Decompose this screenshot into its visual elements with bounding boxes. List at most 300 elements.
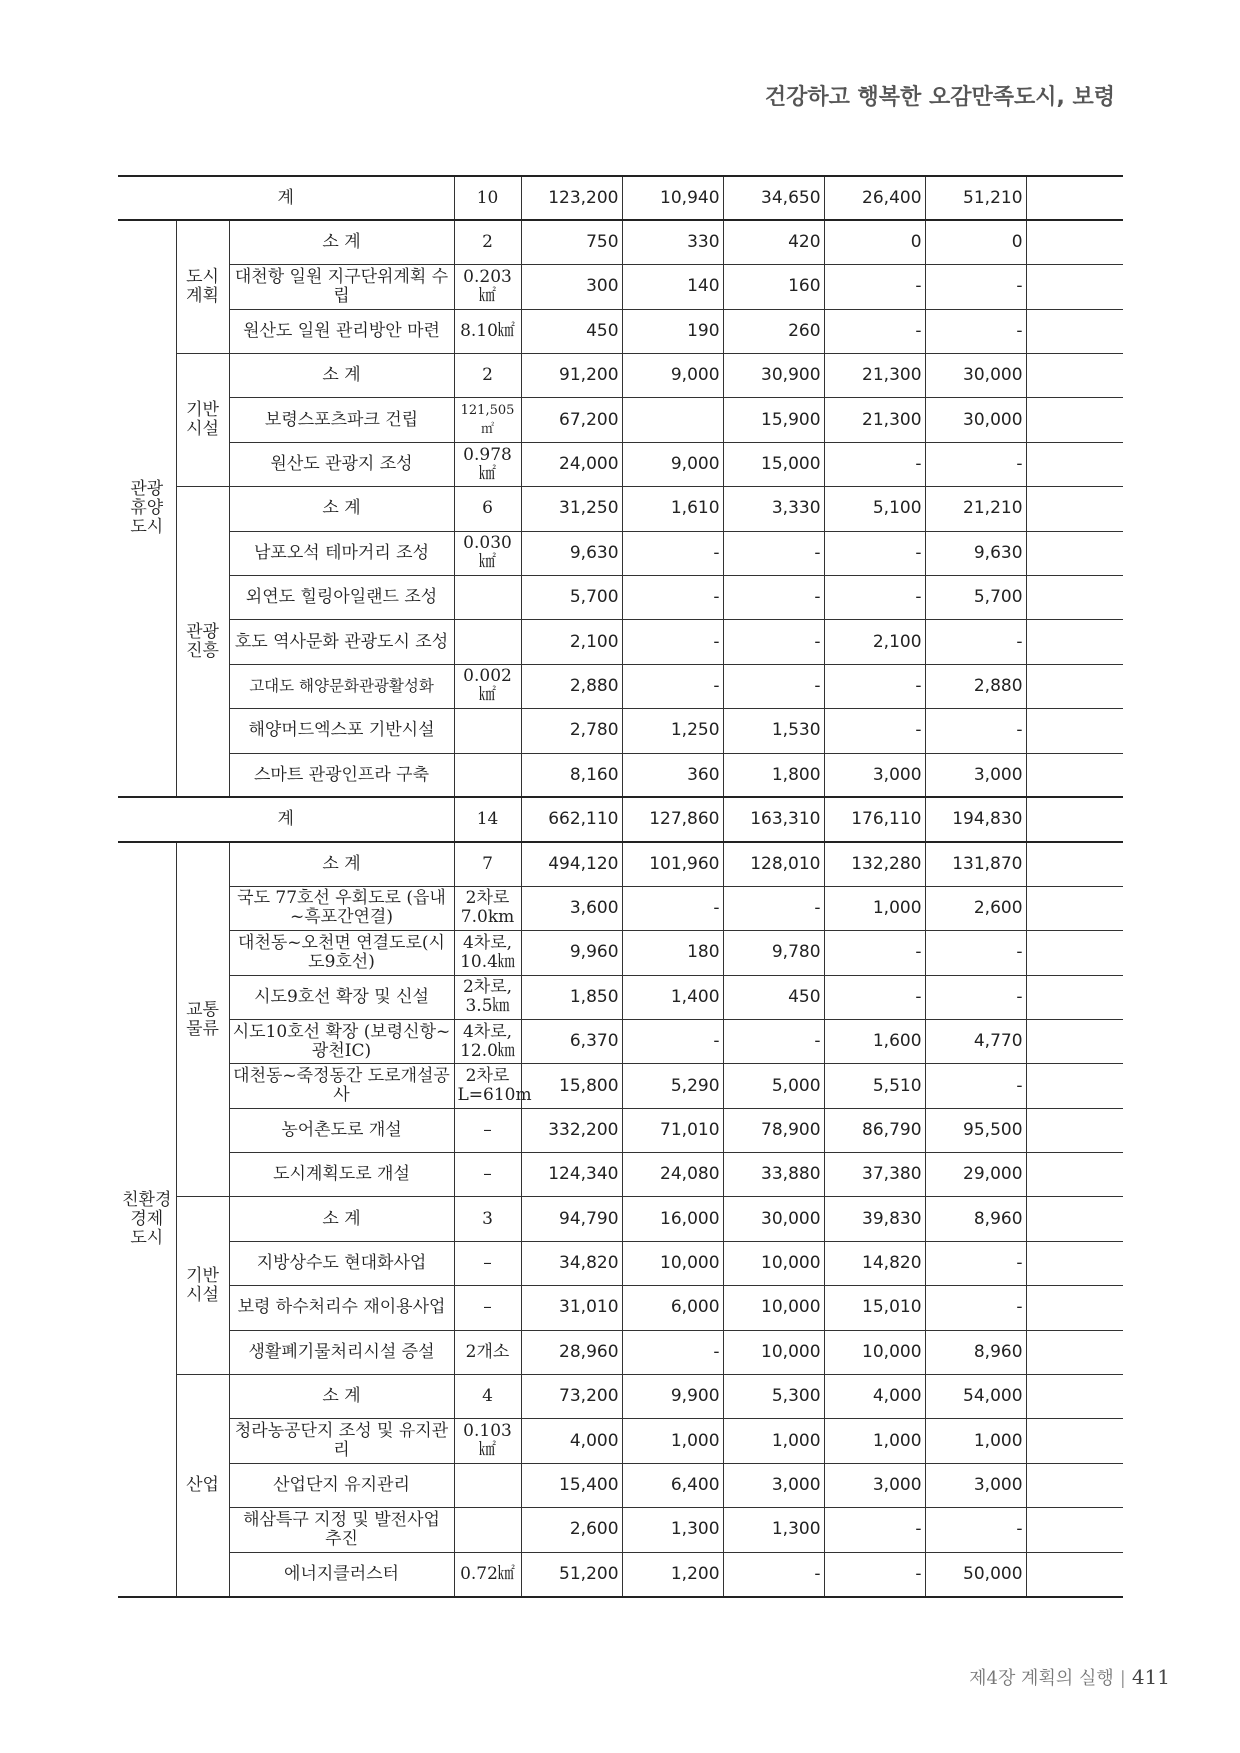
project-name: 시도10호선 확장 (보령신항~광천IC) xyxy=(229,1019,454,1063)
value-cell: 9,000 xyxy=(622,354,723,398)
empty-cell xyxy=(1026,753,1123,797)
value-cell: - xyxy=(723,1552,824,1596)
value-cell: 29,000 xyxy=(925,1153,1026,1197)
value-cell: 5,000 xyxy=(723,1064,824,1108)
value-cell: 1,000 xyxy=(723,1419,824,1463)
empty-cell xyxy=(1026,1330,1123,1374)
empty-cell xyxy=(1026,398,1123,442)
value-cell: - xyxy=(824,309,925,353)
value-cell: 3,000 xyxy=(925,1463,1026,1507)
value-cell: 9,960 xyxy=(521,931,622,975)
table-row xyxy=(118,1197,1123,1241)
value-cell: 24,080 xyxy=(622,1153,723,1197)
value-cell: 8,160 xyxy=(521,753,622,797)
value-cell: 9,630 xyxy=(521,531,622,575)
value-cell: - xyxy=(824,975,925,1019)
scale-cell: 14 xyxy=(454,797,521,841)
value-cell: 4,000 xyxy=(521,1419,622,1463)
table-row xyxy=(118,886,1123,930)
table-row xyxy=(118,1153,1123,1197)
project-name: 에너지클러스터 xyxy=(229,1552,454,1596)
value-cell: 10,000 xyxy=(723,1241,824,1285)
scale-cell: 2 xyxy=(454,354,521,398)
value-cell: 54,000 xyxy=(925,1375,1026,1419)
project-name: 소 계 xyxy=(229,220,454,264)
value-cell: 28,960 xyxy=(521,1330,622,1374)
project-name: 시도9호선 확장 및 신설 xyxy=(229,975,454,1019)
value-cell: - xyxy=(824,931,925,975)
category-cell: 관광 휴양 도시 xyxy=(118,220,176,797)
project-name: 농어촌도로 개설 xyxy=(229,1108,454,1152)
project-name: 소 계 xyxy=(229,354,454,398)
empty-cell xyxy=(1026,1286,1123,1330)
value-cell: - xyxy=(723,664,824,708)
value-cell: - xyxy=(824,576,925,620)
value-cell: 5,700 xyxy=(925,576,1026,620)
value-cell: 194,830 xyxy=(925,797,1026,841)
empty-cell xyxy=(1026,1552,1123,1596)
value-cell: 34,650 xyxy=(723,176,824,220)
table-row xyxy=(118,576,1123,620)
value-cell: - xyxy=(824,664,925,708)
value-cell: 163,310 xyxy=(723,797,824,841)
value-cell: - xyxy=(723,531,824,575)
value-cell: - xyxy=(925,975,1026,1019)
project-name: 소 계 xyxy=(229,1375,454,1419)
value-cell: 30,000 xyxy=(723,1197,824,1241)
empty-cell xyxy=(1026,442,1123,486)
value-cell: 9,630 xyxy=(925,531,1026,575)
project-name: 보령 하수처리수 재이용사업 xyxy=(229,1286,454,1330)
value-cell: - xyxy=(925,931,1026,975)
scale-cell: 4 xyxy=(454,1375,521,1419)
table-row xyxy=(118,1108,1123,1152)
value-cell: 3,000 xyxy=(824,1463,925,1507)
table-row xyxy=(118,797,1123,841)
value-cell: 31,250 xyxy=(521,487,622,531)
scale-cell: 2 xyxy=(454,220,521,264)
value-cell: 420 xyxy=(723,220,824,264)
table-row xyxy=(118,1330,1123,1374)
value-cell: - xyxy=(723,620,824,664)
category-cell: 친환경 경제 도시 xyxy=(118,842,176,1597)
table-row xyxy=(118,1241,1123,1285)
project-name: 원산도 관광지 조성 xyxy=(229,442,454,486)
page-number: 411 xyxy=(1131,1665,1170,1689)
project-name: 보령스포츠파크 건립 xyxy=(229,398,454,442)
value-cell: 30,000 xyxy=(925,398,1026,442)
value-cell: - xyxy=(925,620,1026,664)
value-cell: 34,820 xyxy=(521,1241,622,1285)
value-cell: 30,900 xyxy=(723,354,824,398)
empty-cell xyxy=(1026,487,1123,531)
value-cell: 2,880 xyxy=(521,664,622,708)
scale-cell xyxy=(454,576,521,620)
table-row xyxy=(118,309,1123,353)
value-cell: 1,610 xyxy=(622,487,723,531)
value-cell: - xyxy=(925,309,1026,353)
value-cell: 8,960 xyxy=(925,1197,1026,1241)
empty-cell xyxy=(1026,354,1123,398)
empty-cell xyxy=(1026,1241,1123,1285)
project-name: 국도 77호선 우회도로 (읍내~흑포간연결) xyxy=(229,886,454,930)
empty-cell xyxy=(1026,265,1123,309)
scale-cell: 2차로 L=610m xyxy=(454,1064,521,1108)
scale-cell: 6 xyxy=(454,487,521,531)
value-cell: 9,000 xyxy=(622,442,723,486)
empty-cell xyxy=(1026,1463,1123,1507)
value-cell: - xyxy=(622,531,723,575)
table-row xyxy=(118,265,1123,309)
project-name: 외연도 힐링아일랜드 조성 xyxy=(229,576,454,620)
group-cell: 교통 물류 xyxy=(176,842,229,1197)
scale-cell xyxy=(454,620,521,664)
value-cell: - xyxy=(925,709,1026,753)
value-cell: - xyxy=(622,664,723,708)
group-cell: 관광 진흥 xyxy=(176,487,229,798)
scale-cell: 7 xyxy=(454,842,521,886)
scale-cell: – xyxy=(454,1241,521,1285)
value-cell: 124,340 xyxy=(521,1153,622,1197)
table-row xyxy=(118,1286,1123,1330)
empty-cell xyxy=(1026,886,1123,930)
value-cell: 2,100 xyxy=(521,620,622,664)
value-cell: 9,900 xyxy=(622,1375,723,1419)
project-name: 대천동~죽정동간 도로개설공사 xyxy=(229,1064,454,1108)
value-cell: 132,280 xyxy=(824,842,925,886)
value-cell: 300 xyxy=(521,265,622,309)
value-cell: 86,790 xyxy=(824,1108,925,1152)
value-cell: 160 xyxy=(723,265,824,309)
value-cell: 750 xyxy=(521,220,622,264)
scale-cell: 4차로, 12.0㎞ xyxy=(454,1019,521,1063)
scale-cell: 10 xyxy=(454,176,521,220)
value-cell: - xyxy=(824,265,925,309)
scale-cell: – xyxy=(454,1286,521,1330)
value-cell: 1,250 xyxy=(622,709,723,753)
value-cell: 101,960 xyxy=(622,842,723,886)
value-cell: 1,600 xyxy=(824,1019,925,1063)
value-cell: 51,210 xyxy=(925,176,1026,220)
table-row xyxy=(118,531,1123,575)
table-row xyxy=(118,1419,1123,1463)
value-cell: - xyxy=(622,886,723,930)
scale-cell: 0.72㎢ xyxy=(454,1552,521,1596)
scale-cell: 0.203㎢ xyxy=(454,265,521,309)
table-row xyxy=(118,176,1123,220)
value-cell: - xyxy=(925,442,1026,486)
value-cell: - xyxy=(723,886,824,930)
value-cell: 15,800 xyxy=(521,1064,622,1108)
table-row xyxy=(118,709,1123,753)
value-cell: 15,000 xyxy=(723,442,824,486)
empty-cell xyxy=(1026,620,1123,664)
scale-cell: 0.002㎢ xyxy=(454,664,521,708)
scale-cell: 0.030㎢ xyxy=(454,531,521,575)
value-cell: 2,600 xyxy=(521,1508,622,1552)
value-cell: 15,900 xyxy=(723,398,824,442)
scale-cell xyxy=(454,1463,521,1507)
value-cell: 3,600 xyxy=(521,886,622,930)
value-cell: 6,370 xyxy=(521,1019,622,1063)
table-row xyxy=(118,931,1123,975)
table-row xyxy=(118,975,1123,1019)
value-cell: 8,960 xyxy=(925,1330,1026,1374)
value-cell: 140 xyxy=(622,265,723,309)
value-cell: 71,010 xyxy=(622,1108,723,1152)
value-cell: 494,120 xyxy=(521,842,622,886)
scale-cell: 2차로, 3.5㎞ xyxy=(454,975,521,1019)
value-cell: 330 xyxy=(622,220,723,264)
value-cell: 4,770 xyxy=(925,1019,1026,1063)
empty-cell xyxy=(1026,309,1123,353)
table-row xyxy=(118,1463,1123,1507)
value-cell: - xyxy=(824,1552,925,1596)
empty-cell xyxy=(1026,1197,1123,1241)
value-cell: 5,290 xyxy=(622,1064,723,1108)
group-cell: 도시 계획 xyxy=(176,220,229,353)
value-cell: 67,200 xyxy=(521,398,622,442)
table-row xyxy=(118,842,1123,886)
value-cell: 3,000 xyxy=(925,753,1026,797)
project-name: 해삼특구 지정 및 발전사업 추진 xyxy=(229,1508,454,1552)
budget-table xyxy=(118,175,1123,1598)
value-cell: 1,400 xyxy=(622,975,723,1019)
project-name: 고대도 해양문화관광활성화 xyxy=(229,664,454,708)
empty-cell xyxy=(1026,1108,1123,1152)
value-cell: 10,000 xyxy=(622,1241,723,1285)
empty-cell xyxy=(1026,1508,1123,1552)
value-cell: 5,100 xyxy=(824,487,925,531)
table-row xyxy=(118,220,1123,264)
value-cell: 50,000 xyxy=(925,1552,1026,1596)
running-title: 건강하고 행복한 오감만족도시, 보령 xyxy=(764,85,1115,110)
value-cell: 180 xyxy=(622,931,723,975)
value-cell: 450 xyxy=(723,975,824,1019)
project-name: 소 계 xyxy=(229,1197,454,1241)
value-cell: 30,000 xyxy=(925,354,1026,398)
value-cell: 5,700 xyxy=(521,576,622,620)
table-row xyxy=(118,354,1123,398)
total-label: 계 xyxy=(118,176,454,220)
value-cell: - xyxy=(925,1508,1026,1552)
value-cell: - xyxy=(925,265,1026,309)
scale-cell: 2개소 xyxy=(454,1330,521,1374)
value-cell: 10,000 xyxy=(824,1330,925,1374)
value-cell: - xyxy=(925,1286,1026,1330)
empty-cell xyxy=(1026,176,1123,220)
scale-cell: 2차로 7.0km xyxy=(454,886,521,930)
value-cell: 1,300 xyxy=(723,1508,824,1552)
project-name: 소 계 xyxy=(229,487,454,531)
value-cell: 9,780 xyxy=(723,931,824,975)
scale-cell: 0.978㎢ xyxy=(454,442,521,486)
value-cell: - xyxy=(723,576,824,620)
value-cell: 14,820 xyxy=(824,1241,925,1285)
value-cell: 16,000 xyxy=(622,1197,723,1241)
table-row xyxy=(118,1019,1123,1063)
value-cell: 3,000 xyxy=(723,1463,824,1507)
value-cell: 131,870 xyxy=(925,842,1026,886)
total-label: 계 xyxy=(118,797,454,841)
value-cell: 24,000 xyxy=(521,442,622,486)
value-cell: 37,380 xyxy=(824,1153,925,1197)
value-cell: 3,330 xyxy=(723,487,824,531)
value-cell: 1,000 xyxy=(925,1419,1026,1463)
value-cell: - xyxy=(622,1330,723,1374)
value-cell: 21,210 xyxy=(925,487,1026,531)
value-cell: 2,600 xyxy=(925,886,1026,930)
project-name: 해양머드엑스포 기반시설 xyxy=(229,709,454,753)
value-cell: 51,200 xyxy=(521,1552,622,1596)
table-row xyxy=(118,487,1123,531)
value-cell: 10,000 xyxy=(723,1286,824,1330)
scale-cell xyxy=(454,709,521,753)
value-cell: 1,850 xyxy=(521,975,622,1019)
project-name: 대천항 일원 지구단위계획 수립 xyxy=(229,265,454,309)
scale-cell: 0.103㎢ xyxy=(454,1419,521,1463)
scale-cell xyxy=(454,1508,521,1552)
value-cell: 176,110 xyxy=(824,797,925,841)
value-cell: - xyxy=(824,442,925,486)
table-row xyxy=(118,442,1123,486)
project-name: 호도 역사문화 관광도시 조성 xyxy=(229,620,454,664)
project-name: 산업단지 유지관리 xyxy=(229,1463,454,1507)
project-name: 스마트 관광인프라 구축 xyxy=(229,753,454,797)
empty-cell xyxy=(1026,709,1123,753)
group-cell: 기반 시설 xyxy=(176,1197,229,1375)
value-cell: 10,940 xyxy=(622,176,723,220)
empty-cell xyxy=(1026,797,1123,841)
table-row xyxy=(118,664,1123,708)
scale-cell xyxy=(454,753,521,797)
page-footer xyxy=(969,1664,1170,1690)
value-cell: 15,400 xyxy=(521,1463,622,1507)
empty-cell xyxy=(1026,1419,1123,1463)
value-cell: 26,400 xyxy=(824,176,925,220)
scale-cell: – xyxy=(454,1108,521,1152)
value-cell: 91,200 xyxy=(521,354,622,398)
value-cell: - xyxy=(622,576,723,620)
empty-cell xyxy=(1026,1019,1123,1063)
table-row xyxy=(118,753,1123,797)
project-name: 청라농공단지 조성 및 유지관리 xyxy=(229,1419,454,1463)
value-cell: 1,300 xyxy=(622,1508,723,1552)
value-cell: 95,500 xyxy=(925,1108,1026,1152)
empty-cell xyxy=(1026,576,1123,620)
value-cell: 1,200 xyxy=(622,1552,723,1596)
table-row xyxy=(118,1064,1123,1108)
value-cell xyxy=(622,398,723,442)
value-cell: - xyxy=(925,1064,1026,1108)
empty-cell xyxy=(1026,842,1123,886)
project-name: 원산도 일원 관리방안 마련 xyxy=(229,309,454,353)
value-cell: 10,000 xyxy=(723,1330,824,1374)
value-cell: - xyxy=(824,1508,925,1552)
value-cell: 73,200 xyxy=(521,1375,622,1419)
value-cell: 128,010 xyxy=(723,842,824,886)
value-cell: 5,510 xyxy=(824,1064,925,1108)
table-row xyxy=(118,1508,1123,1552)
project-name: 남포오석 테마거리 조성 xyxy=(229,531,454,575)
scale-cell: 3 xyxy=(454,1197,521,1241)
table-row xyxy=(118,1552,1123,1596)
empty-cell xyxy=(1026,931,1123,975)
value-cell: 1,000 xyxy=(824,1419,925,1463)
empty-cell xyxy=(1026,220,1123,264)
value-cell: 2,880 xyxy=(925,664,1026,708)
empty-cell xyxy=(1026,531,1123,575)
value-cell: 2,780 xyxy=(521,709,622,753)
value-cell: 15,010 xyxy=(824,1286,925,1330)
value-cell: 2,100 xyxy=(824,620,925,664)
project-name: 대천동~오천면 연결도로(시도9호선) xyxy=(229,931,454,975)
value-cell: 1,800 xyxy=(723,753,824,797)
value-cell: 6,400 xyxy=(622,1463,723,1507)
value-cell: 332,200 xyxy=(521,1108,622,1152)
group-cell: 기반 시설 xyxy=(176,354,229,487)
group-cell: 산업 xyxy=(176,1375,229,1597)
value-cell: 31,010 xyxy=(521,1286,622,1330)
empty-cell xyxy=(1026,1375,1123,1419)
value-cell: - xyxy=(824,531,925,575)
value-cell: - xyxy=(824,709,925,753)
table-row xyxy=(118,1375,1123,1419)
project-name: 소 계 xyxy=(229,842,454,886)
empty-cell xyxy=(1026,1153,1123,1197)
value-cell: 94,790 xyxy=(521,1197,622,1241)
value-cell: 0 xyxy=(824,220,925,264)
value-cell: 0 xyxy=(925,220,1026,264)
value-cell: 21,300 xyxy=(824,354,925,398)
footer-separator: | xyxy=(1119,1668,1126,1689)
value-cell: - xyxy=(925,1241,1026,1285)
value-cell: 1,530 xyxy=(723,709,824,753)
value-cell: 123,200 xyxy=(521,176,622,220)
value-cell: 190 xyxy=(622,309,723,353)
empty-cell xyxy=(1026,664,1123,708)
table-row xyxy=(118,398,1123,442)
scale-cell: 4차로, 10.4㎞ xyxy=(454,931,521,975)
value-cell: 127,860 xyxy=(622,797,723,841)
value-cell: 21,300 xyxy=(824,398,925,442)
project-name: 도시계획도로 개설 xyxy=(229,1153,454,1197)
scale-cell: – xyxy=(454,1153,521,1197)
chapter-label: 제4장 계획의 실행 xyxy=(969,1668,1114,1689)
value-cell: - xyxy=(622,620,723,664)
value-cell: 6,000 xyxy=(622,1286,723,1330)
empty-cell xyxy=(1026,1064,1123,1108)
value-cell: 662,110 xyxy=(521,797,622,841)
value-cell: - xyxy=(723,1019,824,1063)
value-cell: 33,880 xyxy=(723,1153,824,1197)
value-cell: 4,000 xyxy=(824,1375,925,1419)
project-name: 생활폐기물처리시설 증설 xyxy=(229,1330,454,1374)
value-cell: 360 xyxy=(622,753,723,797)
value-cell: 1,000 xyxy=(824,886,925,930)
value-cell: - xyxy=(622,1019,723,1063)
value-cell: 3,000 xyxy=(824,753,925,797)
value-cell: 260 xyxy=(723,309,824,353)
scale-cell: 121,505㎡ xyxy=(454,398,521,442)
value-cell: 450 xyxy=(521,309,622,353)
scale-cell: 8.10㎢ xyxy=(454,309,521,353)
value-cell: 5,300 xyxy=(723,1375,824,1419)
value-cell: 1,000 xyxy=(622,1419,723,1463)
value-cell: 78,900 xyxy=(723,1108,824,1152)
value-cell: 39,830 xyxy=(824,1197,925,1241)
project-name: 지방상수도 현대화사업 xyxy=(229,1241,454,1285)
